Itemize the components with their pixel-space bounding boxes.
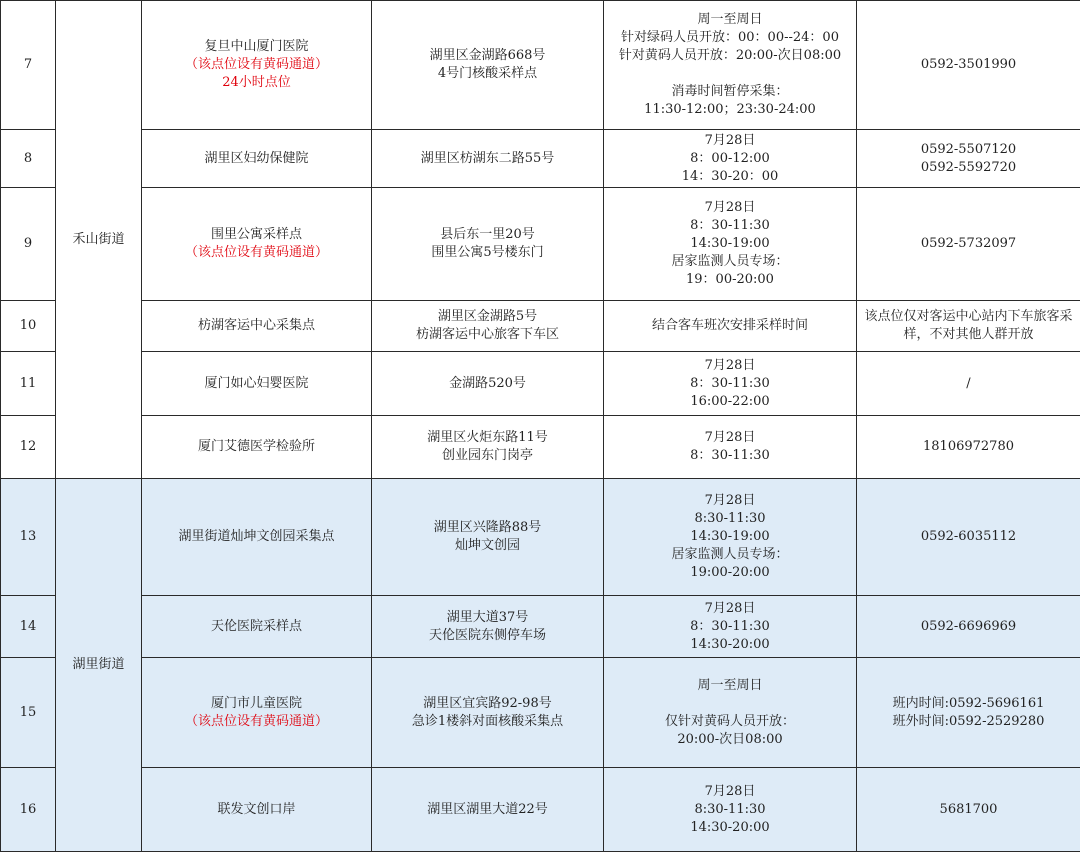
phone-line: 0592-6696969 xyxy=(859,618,1078,636)
address-line: 天伦医院东侧停车场 xyxy=(374,627,601,645)
row-number-text: 11 xyxy=(20,376,37,391)
hours-line: 仅针对黄码人员开放： xyxy=(606,713,854,731)
hours-line: 8:30-11:30 xyxy=(606,510,854,528)
district-name: 湖里街道 xyxy=(72,657,124,672)
phone-cell xyxy=(857,352,1080,416)
table-row xyxy=(1,352,1080,416)
address-line: 湖里区金湖路5号 xyxy=(374,308,601,326)
hours-line: 8：30-11:30 xyxy=(606,375,854,393)
address-line: 湖里区金湖路668号 xyxy=(374,47,601,65)
hours-line: 19：00-20:00 xyxy=(606,271,854,289)
address-line: 湖里区宜宾路92-98号 xyxy=(374,695,601,713)
phone-line: 0592-5507120 xyxy=(859,141,1078,159)
hours-line: 消毒时间暂停采集： xyxy=(606,83,854,101)
address-line: 县后东一里20号 xyxy=(374,226,601,244)
site-name-line: 枋湖客运中心采集点 xyxy=(144,317,369,335)
hours-line xyxy=(606,65,854,83)
site-name-line: 厦门如心妇婴医院 xyxy=(144,375,369,393)
row-number xyxy=(1,416,56,479)
phone-cell xyxy=(857,416,1080,479)
phone-cell xyxy=(857,130,1080,188)
site-name-line: 复旦中山厦门医院 xyxy=(144,38,369,56)
site-name-cell xyxy=(142,188,372,301)
hours-line: 14:30-20:00 xyxy=(606,636,854,654)
address-line: 急诊1楼斜对面核酸采集点 xyxy=(374,713,601,731)
row-number xyxy=(1,130,56,188)
address-cell xyxy=(372,416,604,479)
hours-line: 14：30-20：00 xyxy=(606,168,854,186)
site-name-line: 湖里街道灿坤文创园采集点 xyxy=(144,528,369,546)
hours-line: 周一至周日 xyxy=(606,677,854,695)
phone-line: 18106972780 xyxy=(859,438,1078,456)
row-number-text: 10 xyxy=(20,318,37,333)
phone-line: 0592-6035112 xyxy=(859,528,1078,546)
hours-line: 针对绿码人员开放：00：00--24：00 xyxy=(606,29,854,47)
hours-line: 7月28日 xyxy=(606,783,854,801)
phone-line: 班外时间:0592-2529280 xyxy=(859,713,1078,731)
hours-line: 8:30-11:30 xyxy=(606,801,854,819)
hours-line: 11:30-12:00；23:30-24:00 xyxy=(606,101,854,119)
table-row xyxy=(1,1,1080,130)
row-number xyxy=(1,479,56,596)
hours-line: 8：30-11:30 xyxy=(606,447,854,465)
yellow-code-note-line: （该点位设有黄码通道） xyxy=(144,56,369,74)
site-name-cell xyxy=(142,479,372,596)
row-number xyxy=(1,188,56,301)
row-number-text: 9 xyxy=(24,236,32,251)
address-line: 湖里区枋湖东二路55号 xyxy=(374,150,601,168)
row-number xyxy=(1,352,56,416)
address-cell xyxy=(372,130,604,188)
site-name-cell xyxy=(142,416,372,479)
hours-line: 20:00-次日08:00 xyxy=(606,731,854,749)
site-name-line: 湖里区妇幼保健院 xyxy=(144,150,369,168)
address-line: 湖里大道37号 xyxy=(374,609,601,627)
address-line: 金湖路520号 xyxy=(374,375,601,393)
row-number-text: 13 xyxy=(20,529,37,544)
row-number-text: 16 xyxy=(20,802,37,817)
row-number xyxy=(1,596,56,658)
row-number xyxy=(1,1,56,130)
phone-line: 0592-5732097 xyxy=(859,235,1078,253)
hours-line xyxy=(606,695,854,713)
site-name-line: 厦门艾德医学检验所 xyxy=(144,438,369,456)
hours-cell xyxy=(604,1,857,130)
hours-line: 针对黄码人员开放：20:00-次日08:00 xyxy=(606,47,854,65)
site-name-cell xyxy=(142,130,372,188)
district-cell xyxy=(56,479,142,852)
row-number-text: 14 xyxy=(20,619,37,634)
hours-line: 14:30-19:00 xyxy=(606,528,854,546)
site-name-cell xyxy=(142,596,372,658)
hours-line: 7月28日 xyxy=(606,600,854,618)
site-name-line: 厦门市儿童医院 xyxy=(144,695,369,713)
address-cell xyxy=(372,1,604,130)
row-number xyxy=(1,301,56,352)
hours-line: 周一至周日 xyxy=(606,11,854,29)
table-row xyxy=(1,416,1080,479)
site-name-line: 围里公寓采样点 xyxy=(144,226,369,244)
address-line: 枋湖客运中心旅客下车区 xyxy=(374,326,601,344)
phone-cell xyxy=(857,658,1080,768)
phone-cell xyxy=(857,1,1080,130)
phone-cell xyxy=(857,479,1080,596)
hours-line: 7月28日 xyxy=(606,132,854,150)
address-cell xyxy=(372,596,604,658)
address-cell xyxy=(372,352,604,416)
address-line: 湖里区湖里大道22号 xyxy=(374,801,601,819)
table-row xyxy=(1,301,1080,352)
hours-line: 14:30-20:00 xyxy=(606,819,854,837)
site-name-cell xyxy=(142,352,372,416)
hours-cell xyxy=(604,658,857,768)
site-name-cell xyxy=(142,301,372,352)
site-name-cell xyxy=(142,768,372,852)
address-cell xyxy=(372,301,604,352)
table-row xyxy=(1,596,1080,658)
phone-line: 0592-5592720 xyxy=(859,159,1078,177)
hours-line: 居家监测人员专场： xyxy=(606,253,854,271)
table-row xyxy=(1,768,1080,852)
row-number xyxy=(1,658,56,768)
hours-line: 7月28日 xyxy=(606,199,854,217)
site-name-line: 联发文创口岸 xyxy=(144,801,369,819)
yellow-code-note-line: （该点位设有黄码通道） xyxy=(144,244,369,262)
phone-line: 该点位仅对客运中心站内下车旅客采样，不对其他人群开放 xyxy=(859,308,1078,344)
hours-line: 8：00-12:00 xyxy=(606,150,854,168)
row-number-text: 7 xyxy=(24,57,32,72)
yellow-code-note-line: 24小时点位 xyxy=(144,74,369,92)
hours-line: 7月28日 xyxy=(606,492,854,510)
address-line: 创业园东门岗亭 xyxy=(374,447,601,465)
address-cell xyxy=(372,768,604,852)
hours-line: 结合客车班次安排采样时间 xyxy=(606,317,854,335)
table-row xyxy=(1,658,1080,768)
hours-cell xyxy=(604,768,857,852)
site-name-line: 天伦医院采样点 xyxy=(144,618,369,636)
hours-line: 居家监测人员专场： xyxy=(606,546,854,564)
hours-cell xyxy=(604,352,857,416)
hours-line: 14:30-19:00 xyxy=(606,235,854,253)
address-line: 4号门核酸采样点 xyxy=(374,65,601,83)
phone-line: / xyxy=(859,375,1078,393)
site-name-cell xyxy=(142,1,372,130)
hours-line: 16:00-22:00 xyxy=(606,393,854,411)
table-body xyxy=(1,1,1080,852)
address-line: 灿坤文创园 xyxy=(374,537,601,555)
address-cell xyxy=(372,188,604,301)
phone-cell xyxy=(857,596,1080,658)
yellow-code-note-line: （该点位设有黄码通道） xyxy=(144,713,369,731)
row-number-text: 12 xyxy=(20,439,37,454)
phone-line: 5681700 xyxy=(859,801,1078,819)
hours-line: 19:00-20:00 xyxy=(606,564,854,582)
phone-cell xyxy=(857,301,1080,352)
site-name-cell xyxy=(142,658,372,768)
hours-cell xyxy=(604,479,857,596)
district-cell xyxy=(56,1,142,479)
district-name: 禾山街道 xyxy=(72,232,124,247)
hours-cell xyxy=(604,301,857,352)
row-number xyxy=(1,768,56,852)
hours-cell xyxy=(604,596,857,658)
table-row xyxy=(1,130,1080,188)
hours-cell xyxy=(604,130,857,188)
address-cell xyxy=(372,658,604,768)
address-line: 湖里区兴隆路88号 xyxy=(374,519,601,537)
row-number-text: 8 xyxy=(24,151,32,166)
hours-cell xyxy=(604,188,857,301)
row-number-text: 15 xyxy=(20,705,37,720)
phone-cell xyxy=(857,188,1080,301)
address-line: 湖里区火炬东路11号 xyxy=(374,429,601,447)
phone-line: 班内时间:0592-5696161 xyxy=(859,695,1078,713)
hours-line: 8：30-11:30 xyxy=(606,217,854,235)
address-cell xyxy=(372,479,604,596)
table-row xyxy=(1,188,1080,301)
hours-cell xyxy=(604,416,857,479)
hours-line: 7月28日 xyxy=(606,357,854,375)
address-line: 围里公寓5号楼东门 xyxy=(374,244,601,262)
table-row xyxy=(1,479,1080,596)
hours-line: 8：30-11:30 xyxy=(606,618,854,636)
phone-cell xyxy=(857,768,1080,852)
phone-line: 0592-3501990 xyxy=(859,56,1078,74)
hours-line: 7月28日 xyxy=(606,429,854,447)
